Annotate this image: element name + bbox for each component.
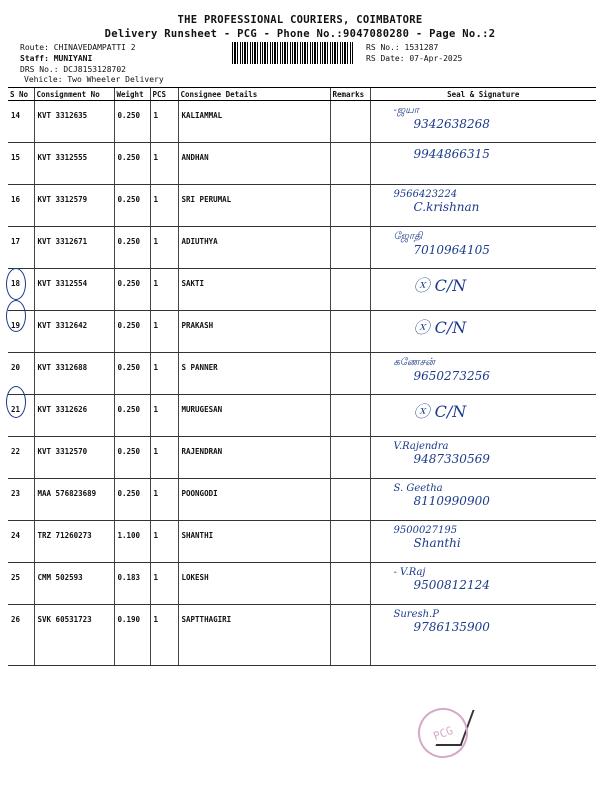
cell-consignee: POONGODI [178,479,330,521]
cell-consignment-no: KVT 3312642 [34,311,114,353]
cell-signature [370,605,596,666]
cell-remarks [330,227,370,269]
signature-phone: 9786135900 [413,620,490,634]
cell-consignment-no: KVT 3312671 [34,227,114,269]
cell-consignment-no: KVT 3312554 [34,269,114,311]
cell-consignment-no: KVT 3312570 [34,437,114,479]
cell-weight: 0.250 [114,437,150,479]
cell-sno: 25 [8,563,34,605]
cell-consignee: ANDHAN [178,143,330,185]
table-row [8,269,596,311]
signature-text: - V.Raj [393,567,426,578]
cell-consignment-no: KVT 3312555 [34,143,114,185]
cell-weight: 0.250 [114,479,150,521]
cell-consignment-no: MAA 576823689 [34,479,114,521]
cell-consignment-no: TRZ 71260273 [34,521,114,563]
sno-circle-19 [6,300,26,332]
cell-weight: 0.183 [114,563,150,605]
rs-no-line: RS No.: 1531287 [366,43,439,52]
col-pcs-header: PCS [150,88,178,101]
cell-sno: 23 [8,479,34,521]
cell-consignee: RAJENDRAN [178,437,330,479]
signature-text: 9566423224 [393,189,458,200]
cell-consignee: KALIAMMAL [178,101,330,143]
cell-remarks [330,563,370,605]
cell-consignee: SRI PERUMAL [178,185,330,227]
cell-remarks [330,353,370,395]
cell-signature [370,311,596,353]
table-row [8,479,596,521]
cell-sno: 24 [8,521,34,563]
cell-pcs: 1 [150,521,178,563]
cell-consignment-no: SVK 60531723 [34,605,114,666]
signature-phone: ⓧ C/N [413,318,467,337]
cell-consignment-no: CMM 502593 [34,563,114,605]
cell-sno: 15 [8,143,34,185]
table-row [8,437,596,479]
cell-remarks [330,101,370,143]
cell-pcs: 1 [150,605,178,666]
signature-phone: 9944866315 [413,147,490,161]
col-weight-header: Weight [114,88,150,101]
table-row [8,563,596,605]
route-line: Route: CHINAVEDAMPATTI 2 [20,43,136,52]
cell-remarks [330,185,370,227]
table-row [8,605,596,666]
table-row [8,227,596,269]
signature-phone: 9650273256 [413,369,490,383]
cell-sno: 18 [8,269,34,311]
cell-sno: 22 [8,437,34,479]
cell-consignee: MURUGESAN [178,395,330,437]
cell-consignee: SAPTTHAGIRI [178,605,330,666]
sno-circle-18 [6,268,26,300]
col-consignment-header: Consignment No [34,88,114,101]
cell-consignment-no: KVT 3312688 [34,353,114,395]
cell-signature [370,101,596,143]
cell-sno: 19 [8,311,34,353]
cell-weight: 0.250 [114,311,150,353]
cell-signature [370,185,596,227]
cell-remarks [330,521,370,563]
cell-pcs: 1 [150,185,178,227]
cell-signature [370,353,596,395]
cell-consignee: SAKTI [178,269,330,311]
cell-pcs: 1 [150,143,178,185]
cell-consignee: ADIUTHYA [178,227,330,269]
signature-phone: ⓧ C/N [413,276,467,295]
cell-remarks [330,479,370,521]
cell-sno: 21 [8,395,34,437]
cell-weight: 0.250 [114,269,150,311]
cell-consignment-no: KVT 3312635 [34,101,114,143]
cell-signature [370,269,596,311]
signature-phone: 7010964105 [413,243,490,257]
table-row [8,353,596,395]
office-stamp: PCG [411,701,475,765]
rs-date-line: RS Date: 07-Apr-2025 [366,54,463,63]
cell-signature [370,395,596,437]
runsheet-subtitle: Delivery Runsheet - PCG - Phone No.:9047080280 - Page No.:2 [104,28,496,40]
cell-weight: 1.100 [114,521,150,563]
cell-weight: 0.250 [114,101,150,143]
cell-pcs: 1 [150,311,178,353]
runsheet-table [8,87,596,666]
cell-weight: 0.250 [114,143,150,185]
cell-weight: 0.190 [114,605,150,666]
cell-remarks [330,143,370,185]
signature-phone: 9500812124 [413,578,490,592]
cell-sno: 14 [8,101,34,143]
signature-text: கணேசன் [393,357,435,368]
col-remarks-header: Remarks [330,88,370,101]
col-signature-header: Seal & Signature [370,88,596,101]
cell-remarks [330,269,370,311]
cell-sno: 17 [8,227,34,269]
cell-remarks [330,605,370,666]
table-row [8,185,596,227]
cell-consignee: SHANTHI [178,521,330,563]
signature-phone: C.krishnan [413,200,480,214]
signature-phone: 9487330569 [413,452,490,466]
cell-sno: 26 [8,605,34,666]
table-row [8,521,596,563]
cell-pcs: 1 [150,395,178,437]
table-row [8,395,596,437]
cell-sno: 16 [8,185,34,227]
cell-signature [370,143,596,185]
cell-weight: 0.250 [114,185,150,227]
col-sno-header: S No [8,88,34,101]
signature-phone: Shanthi [413,536,461,550]
cell-sno: 20 [8,353,34,395]
sno-circle-21 [6,386,26,418]
cell-pcs: 1 [150,101,178,143]
cell-consignment-no: KVT 3312626 [34,395,114,437]
signature-text: Suresh.P [393,609,439,620]
signature-phone: ⓧ C/N [413,402,467,421]
cell-remarks [330,395,370,437]
cell-weight: 0.250 [114,395,150,437]
staff-line: Staff: MUNIYANI [20,54,93,63]
cell-pcs: 1 [150,269,178,311]
cell-weight: 0.250 [114,353,150,395]
barcode-icon [232,42,354,64]
cell-weight: 0.250 [114,227,150,269]
table-row [8,311,596,353]
cell-remarks [330,437,370,479]
cell-pcs: 1 [150,563,178,605]
drs-line: DRS No.: DCJ8153128702 [20,65,126,74]
cell-signature [370,437,596,479]
signature-phone: 9342638268 [413,117,490,131]
signature-text: ஜோதி [393,231,423,242]
table-row [8,101,596,143]
cell-pcs: 1 [150,437,178,479]
cell-signature [370,521,596,563]
signature-text: V.Rajendra [393,441,449,452]
cell-signature [370,227,596,269]
cell-signature [370,563,596,605]
cell-consignee: LOKESH [178,563,330,605]
cell-pcs: 1 [150,479,178,521]
table-header-row [8,88,596,101]
signature-phone: 8110990900 [413,494,490,508]
cell-consignment-no: KVT 3312579 [34,185,114,227]
col-consignee-header: Consignee Details [178,88,330,101]
table-row [8,143,596,185]
cell-pcs: 1 [150,353,178,395]
cell-consignee: S PANNER [178,353,330,395]
cell-pcs: 1 [150,227,178,269]
signature-text: 9500027195 [393,525,458,536]
signature-text: -ஜயா [393,105,420,116]
cell-signature [370,479,596,521]
cell-consignee: PRAKASH [178,311,330,353]
cell-remarks [330,311,370,353]
runsheet-title: THE PROFESSIONAL COURIERS, COIMBATORE [177,14,423,26]
signature-text: S. Geetha [393,483,443,494]
vehicle-line: Vehicle: Two Wheeler Delivery [24,75,164,84]
